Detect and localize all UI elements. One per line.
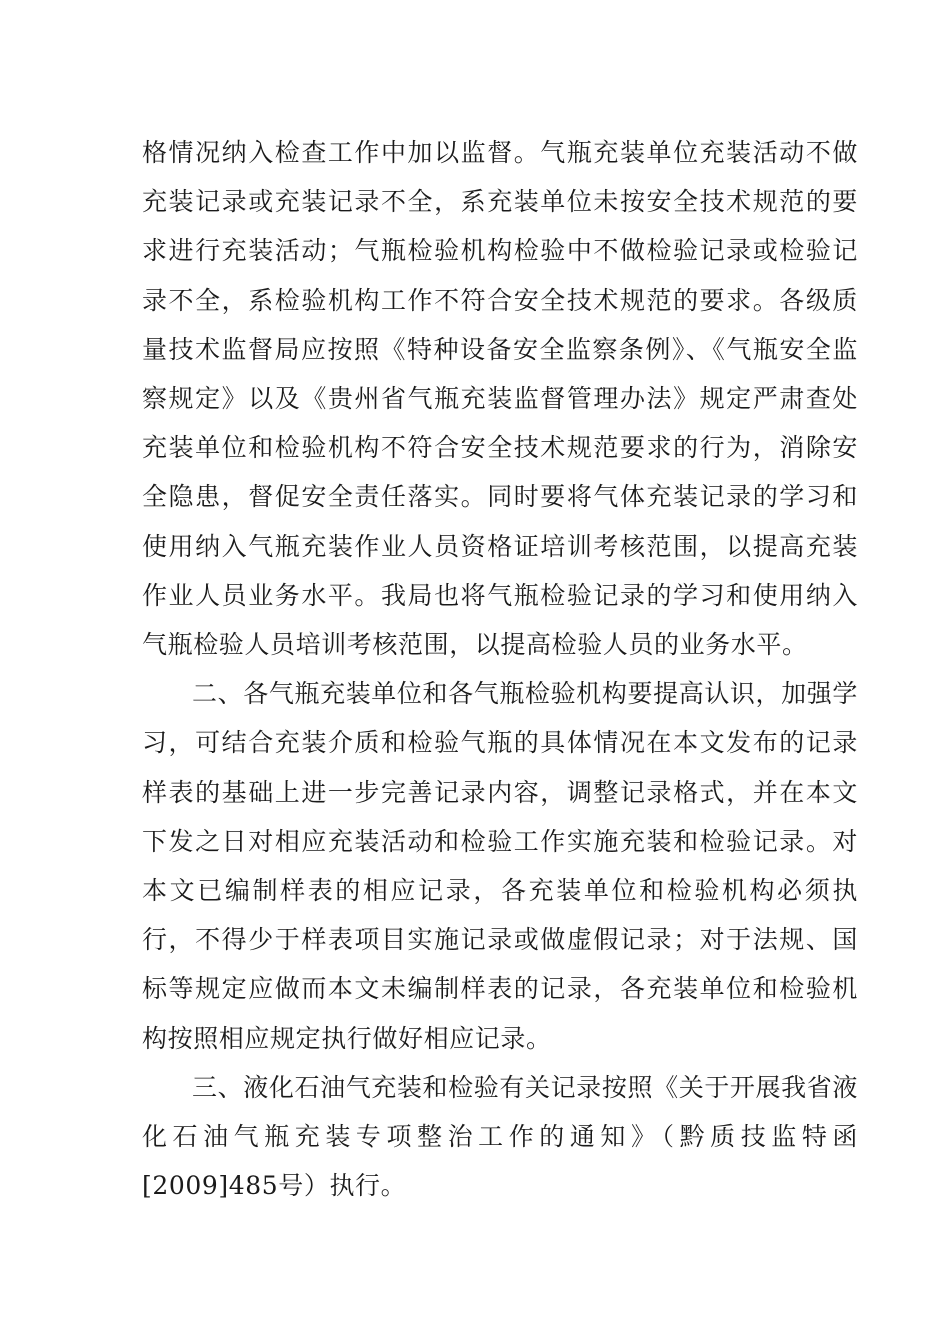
paragraph-item-two: 二、各气瓶充装单位和各气瓶检验机构要提高认识，加强学习，可结合充装介质和检验气瓶的具体情况在本文发布的记录样表的基础上进一步完善记录内容，调整记录格式，并在本文下发之日对相应充装活动和检验工作实施充装和检验记录。对本文已编制样表的相应记录，各充装单位和检验机构必须执行，不得少于样表项目实施记录或做虚假记录；对于法规、国标等规定应做而本文未编制样表的记录，各充装单位和检验机构按照相应规定执行做好相应记录。 xyxy=(142,679,858,1053)
document-body xyxy=(142,128,858,1210)
paragraph-continuation: 格情况纳入检查工作中加以监督。气瓶充装单位充装活动不做充装记录或充装记录不全，系充装单位未按安全技术规范的要求进行充装活动；气瓶检验机构检验中不做检验记录或检验记录不全，系检验机构工作不符合安全技术规范的要求。各级质量技术监督局应按照《特种设备安全监察条例》、《气瓶安全监察规定》以及《贵州省气瓶充装监督管理办法》规定严肃查处充装单位和检验机构不符合安全技术规范要求的行为，消除安全隐患，督促安全责任落实。同时要将气体充装记录的学习和使用纳入气瓶充装作业人员资格证培训考核范围，以提高充装作业人员业务水平。我局也将气瓶检验记录的学习和使用纳入气瓶检验人员培训考核范围，以提高检验人员的业务水平。 xyxy=(142,138,858,660)
paragraph-item-three: 三、液化石油气充装和检验有关记录按照《关于开展我省液化石油气瓶充装专项整治工作的通知》（黔质技监特函[2009]485号）执行。 xyxy=(142,1072,858,1201)
